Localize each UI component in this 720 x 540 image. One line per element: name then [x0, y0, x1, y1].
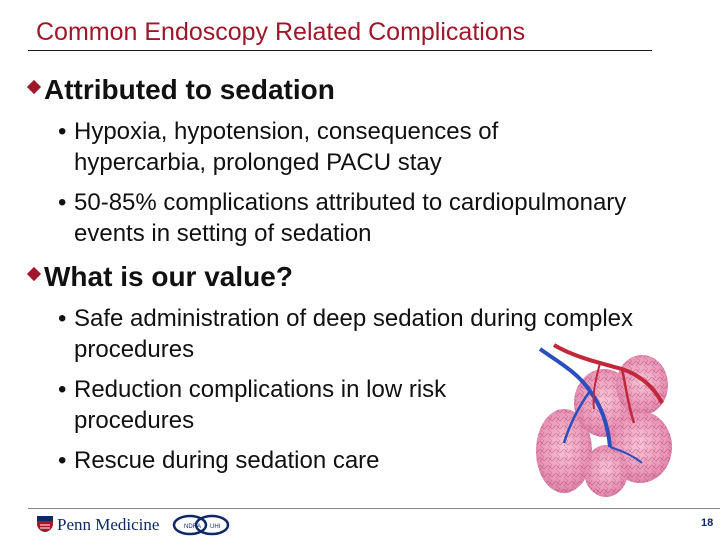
interlocked-rings-logo — [172, 514, 230, 536]
bullet-dot-icon: • — [58, 376, 67, 403]
section-heading-text: What is our value? — [44, 261, 293, 292]
bullet-dot-icon: • — [58, 447, 67, 474]
penn-medicine-logo-text: Penn Medicine — [57, 515, 160, 534]
bullet-text: Rescue during sedation care — [74, 447, 380, 474]
bullet-item — [58, 445, 528, 476]
penn-shield-icon — [36, 515, 54, 533]
bullet-text: Safe administration of deep sedation during complex procedures — [74, 305, 634, 363]
bullet-dot-icon: • — [58, 305, 67, 332]
bullet-text: Reduction complications in low risk procedures — [74, 376, 447, 434]
section-heading-sedation — [30, 74, 335, 106]
rings-right-label: UHI — [210, 524, 221, 530]
title-divider — [28, 50, 652, 51]
bullet-item — [58, 374, 528, 436]
bullet-dot-icon: • — [58, 118, 67, 145]
bullet-dot-icon: • — [58, 189, 67, 216]
slide-title: Common Endoscopy Related Complications — [36, 18, 526, 46]
section-heading-text: Attributed to sedation — [44, 74, 335, 105]
bullet-item — [58, 187, 658, 249]
bullet-item — [58, 116, 618, 178]
bullet-text: 50-85% complications attributed to cardiopulmonary events in setting of sedation — [74, 189, 627, 247]
page-number: 18 — [701, 517, 714, 529]
bullet-text: Hypoxia, hypotension, consequences of hypercarbia, prolonged PACU stay — [74, 118, 499, 176]
footer-divider — [28, 508, 720, 509]
lung-alveoli-illustration — [530, 343, 682, 503]
rings-left-label: NDRA — [184, 524, 202, 530]
section-heading-value — [30, 261, 293, 293]
